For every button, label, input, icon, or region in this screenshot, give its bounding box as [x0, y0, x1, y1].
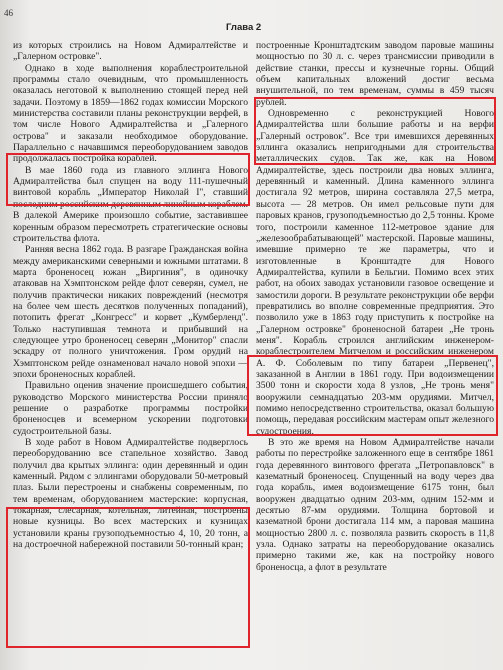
- paragraph: Ранняя весна 1862 года. В разгаре Гражданская война между американскими северными и южными штатами. 8 марта броненосец южан „Виргиния", в одиночку атаковав на Хэмптонском рейде флот северян, сумел, не получив практически никаких повреждений (несмотря на более чем шесть десятков полученных попаданий), потопить фрегат „Конгресс" и корвет „Кумберленд". Только наступившая темнота и прибывший на следующее утро броненосец северян „Монитор" спасли эскадру от полного уничтожения. Гром орудий на Хэмптонском рейде ознаменовал начало новой эпохи — эпохи броненосных кораблей.: [13, 244, 248, 380]
- running-head: Глава 2: [226, 22, 262, 33]
- paragraph: В мае 1860 года из главного эллинга Нового Адмиралтейства был спущен на воду 111-пушечный винтовой корабль „Император Николай I", ставший последним российским деревянным линейным кораблем. В далекой Америке произошло событие, заставившее коренным образом пересмотреть стратегические основы строительства флота.: [13, 164, 248, 244]
- paragraph: Одновременно с реконструкцией Нового Адмиралтейства шли большие работы и на верфи „Галерный островок". Все три имевшихся деревянных эллинга оказались непригодными для строительства металлических судов. Так же, как на Новом Адмиралтействе, здесь построили два новых эллинга, деревянный и каменный. Длина каменного эллинга достигала 92 метров, ширина составляла 27,5 метра, высота — 28 метров. Он имел рельсовые пути для паровых кранов, грузоподъемностью до 2,5 тонны. Кроме того, построили каменное 112-метровое здание для „железообрабатывающей" мастерской. Паровые машины, имевшие примерно те же параметры, что и изготовленные в Кронштадте для Нового Адмиралтейства, купили в Бельгии. Помимо всех этих работ, на обоих заводах установили газовое освещение и замостили дороги. В результате реконструкции обе верфи превратились во вполне современные предприятия. Это позволило уже в 1863 году приступить к постройке на „Галерном островке" броненосной батареи „Не тронь меня". Корабль строился английским инженером-кораблестроителем Митчелом и российским инженером А. Ф. Соболевым по типу батареи „Первенец", заказанной в Англии в 1861 году. При водоизмещении 3500 тонн и скорости хода 8 узлов, „Не тронь меня" вооружили семнадцатью 203-мм орудиями. Митчел, помимо непосредственно строительства, оказал большую помощь, передавая российским мастерам опыт железного судостроения.: [256, 108, 494, 437]
- page-number: 46: [4, 8, 13, 18]
- paragraph: В ходе работ в Новом Адмиралтействе подверглось переоборудованию все стапельное хозяйство. Завод получил два крытых эллинга: один деревянный и один каменный. Рядом с эллингами оборудовали 50-метровый плаз. Были перестроены и снабжены современным, по тем временам, оборудованием мастерские: корпусная, токарная, слесарная, котельная, литейная, построены новые кузницы. Во всех мастерских и кузницах установили краны грузоподъемностью 4, 10, 20 тонн, а на достроечной набережной поставили 50-тонный кран;: [13, 437, 248, 551]
- left-column: [13, 40, 248, 662]
- paragraph: Правильно оценив значение происшедшего события, руководство Морского министерства России приняло решение о разработке программы постройки броненосцев и всемерном ускорении подготовки судостроительной базы.: [13, 380, 248, 437]
- paragraph: Однако в ходе выполнения кораблестроительной программы стало очевидным, что промышленность оказалась неготовой к выполнению стоящей перед ней задачи. Поэтому в 1859—1862 годах комиссии Морского министерства составили планы реконструкции верфей, в том числе Нового Адмиралтейства и „Галерного острова" и заказали необходимое оборудование. Параллельно с начавшимся переоборудованием заводов продолжалась постройка кораблей.: [13, 62, 248, 165]
- right-column: [256, 40, 494, 662]
- paragraph: из которых строились на Новом Адмиралтействе и „Галерном островке".: [13, 40, 248, 63]
- paragraph: построенные Кронштадтским заводом паровые машины мощностью по 30 л. с. через трансмиссии приводили в действие станки, прессы и кузнечные горны. Общий объем капитальных вложений достиг весьма внушительной, по тем временам, суммы в 459 тысяч рублей.: [256, 40, 494, 108]
- paragraph: В это же время на Новом Адмиралтействе начали работы по перестройке заложенного еще в сентябре 1861 года деревянного винтового фрегата „Петропавловск" в казематный броненосец. Спущенный на воду через два года корабль, имея водоизмещение 6175 тонн, был вооружен двадцатью одним 203-мм, одним 152-мм и десятью 87-мм орудиями. Толщина бортовой и казематной брони достигала 114 мм, а паровая машина мощностью 2800 л. с. позволяла развить скорость в 11,8 узла. Однако затраты на переоборудование оказались примерно такими же, как на постройку нового броненосца, а флот в результате: [256, 437, 494, 573]
